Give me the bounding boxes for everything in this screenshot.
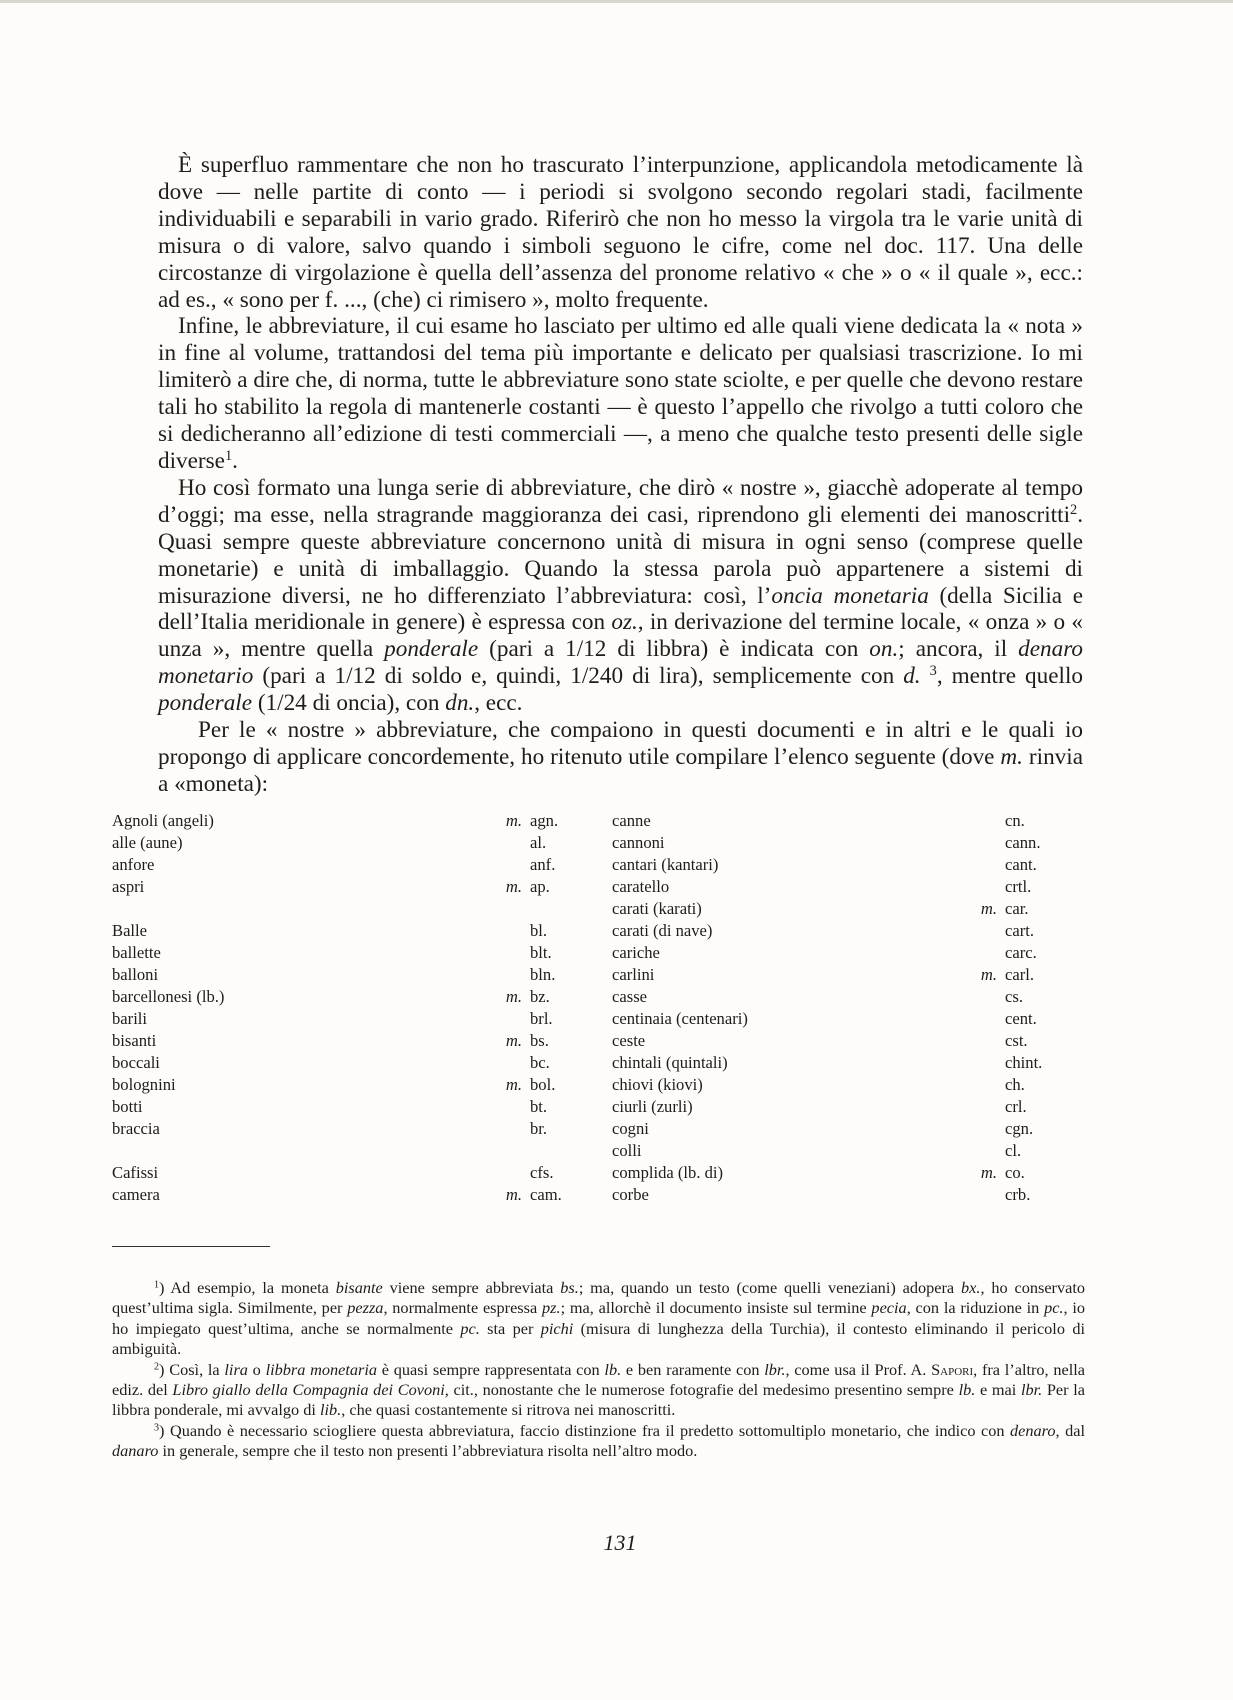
abbreviation-row	[612, 986, 1057, 1008]
paragraph-4: Per le « nostre » abbreviature, che compaiono in questi documenti e in altri e le quali io propongo di applicare concordemente, ho ritenuto utile compilare l’elenco seguente (dove m. rinvia a «moneta):	[158, 717, 1083, 797]
abbreviation-mark	[967, 942, 1005, 964]
abbreviation-term: anfore	[112, 855, 155, 874]
abbreviation-mark	[492, 1118, 530, 1140]
abbreviation-row	[112, 1008, 582, 1030]
abbreviation-term: Agnoli (angeli)	[112, 811, 214, 830]
abbreviation-row	[612, 1184, 1057, 1206]
abbreviation-row	[112, 1052, 582, 1074]
abbreviation-term: colli	[612, 1141, 642, 1160]
abbreviation-mark	[492, 1052, 530, 1074]
abbreviation-term: bolognini	[112, 1075, 176, 1094]
abbreviation-term: casse	[612, 987, 648, 1006]
abbreviation-row	[112, 1118, 582, 1140]
abbreviation-row	[112, 964, 582, 986]
abbreviation-term: ciurli (zurli)	[612, 1097, 693, 1116]
abbreviation-term: caratello	[612, 877, 670, 896]
abbreviation-abbr: bs.	[530, 1031, 549, 1050]
abbreviation-abbr: crtl.	[1005, 877, 1032, 896]
abbreviation-mark	[967, 1096, 1005, 1118]
abbreviation-row	[112, 1162, 582, 1184]
abbreviation-row	[112, 920, 582, 942]
abbreviation-row	[612, 1074, 1057, 1096]
abbreviation-row	[612, 832, 1057, 854]
footnote-2: $^2$) Così, la lira o libbra monetaria è quasi sempre rappresentata con lb. e ben raramente con lbr., come usa il Prof. A. Sapori, fra l’altro, nella ediz. del Libro giallo della Compagnia dei Covoni, cit., nonostante che le numerose fotografie del medesimo presentino sempre lb. e mai lbr. Per la libbra ponderale, mi avvalgo di lib., che quasi costantemente si ritrova nei manoscritti.	[112, 1359, 1086, 1420]
abbreviation-term: Cafissi	[112, 1163, 159, 1182]
abbreviation-term: complida (lb. di)	[612, 1163, 724, 1182]
abbreviation-term: canne	[612, 811, 651, 830]
abbreviation-abbr: cst.	[1005, 1031, 1028, 1050]
abbreviation-mark	[492, 832, 530, 854]
abbreviation-abbr: cfs.	[530, 1163, 554, 1182]
abbreviation-row	[112, 1030, 582, 1052]
abbreviation-column-right	[612, 810, 1057, 1206]
footnote-1: $^1$) Ad esempio, la moneta bisante viene sempre abbreviata bs.; ma, quando un testo (come quelli veneziani) adopera bx., ho conservato quest’ultima sigla. Similmente, per pezza, normalmente espressa pz.; ma, allorchè il documento insiste sul termine pecia, con la riduzione in pc., io ho impiegato quest’ultima, anche se normalmente pc. sta per pichi (misura di lunghezza della Turchia), il contesto eliminando il pericolo di ambiguità.	[112, 1278, 1086, 1359]
abbreviation-mark: m.	[505, 1185, 522, 1204]
abbreviation-term: corbe	[612, 1185, 649, 1204]
abbreviation-term: carati (di nave)	[612, 921, 713, 940]
abbreviation-abbr: blt.	[530, 943, 552, 962]
abbreviation-row	[612, 1030, 1057, 1052]
abbreviation-mark: m.	[980, 1163, 997, 1182]
abbreviation-mark	[967, 832, 1005, 854]
abbreviation-row	[612, 1162, 1057, 1184]
abbreviation-mark: m.	[505, 987, 522, 1006]
abbreviation-mark: m.	[980, 965, 997, 984]
footnotes	[112, 1278, 1085, 1462]
footnote-ref-1[interactable]: 1	[224, 448, 233, 465]
footnote-ref-3[interactable]: 3	[929, 663, 937, 680]
abbreviation-row	[612, 876, 1057, 898]
abbreviation-term: boccali	[112, 1053, 160, 1072]
abbreviation-row	[112, 810, 582, 832]
abbreviation-abbr: carl.	[1005, 965, 1035, 984]
abbreviation-mark	[967, 1052, 1005, 1074]
abbreviation-term: Balle	[112, 921, 148, 940]
abbreviation-mark	[967, 1184, 1005, 1206]
abbreviation-mark	[492, 964, 530, 986]
footnote-3: $^3$) Quando è necessario sciogliere questa abbreviatura, faccio distinzione fra il predetto sottomultiplo monetario, che indico con denaro, dal danaro in generale, sempre che il testo non presenti l’abbreviatura risolta nell’altro modo.	[112, 1420, 1085, 1461]
abbreviation-mark: m.	[505, 1031, 522, 1050]
abbreviation-row	[612, 1052, 1057, 1074]
abbreviation-mark	[967, 1008, 1005, 1030]
abbreviation-abbr: ap.	[530, 877, 550, 896]
paragraph-2: Infine, le abbreviature, il cui esame ho lasciato per ultimo ed alle quali viene dedicata la « nota » in fine al volume, trattandosi del tema più importante e delicato per qualsiasi trascrizione. Io mi limiterò a dire che, di norma, tutte le abbreviature sono state sciolte, e per quelle che devono restare tali ho stabilito la regola di mantenerle costanti — è questo l’appello che rivolgo a tutti coloro che si dedicheranno all’edizione di testi commerciali —, a meno che qualche testo presenti delle sigle diverse$^1$.	[158, 313, 1083, 474]
abbreviation-row	[612, 920, 1057, 942]
main-text	[158, 152, 1083, 798]
abbreviation-abbr: cn.	[1005, 811, 1025, 830]
abbreviation-abbr: cgn.	[1005, 1119, 1034, 1138]
abbreviation-abbr: cart.	[1005, 921, 1035, 940]
abbreviation-mark	[967, 1030, 1005, 1052]
abbreviation-mark	[492, 1096, 530, 1118]
abbreviation-abbr	[530, 1140, 582, 1162]
abbreviation-abbr: bz.	[530, 987, 550, 1006]
abbreviation-row	[112, 1096, 582, 1118]
abbreviation-term: cantari (kantari)	[612, 855, 719, 874]
abbreviation-abbr: anf.	[530, 855, 556, 874]
abbreviation-abbr: bc.	[530, 1053, 550, 1072]
abbreviation-term: camera	[112, 1185, 160, 1204]
page-top-edge	[0, 0, 1233, 3]
abbreviation-row	[612, 942, 1057, 964]
abbreviation-row	[112, 1184, 582, 1206]
abbreviation-row	[112, 898, 582, 920]
abbreviation-mark	[492, 1140, 530, 1162]
abbreviation-abbr: ch.	[1005, 1075, 1025, 1094]
abbreviation-term: carati (karati)	[612, 899, 702, 918]
abbreviation-mark	[967, 854, 1005, 876]
abbreviation-abbr: al.	[530, 833, 547, 852]
abbreviation-term: ceste	[612, 1031, 646, 1050]
abbreviation-abbr: cann.	[1005, 833, 1041, 852]
abbreviation-term: chintali (quintali)	[612, 1053, 728, 1072]
abbreviation-row	[112, 854, 582, 876]
page-number: 131	[603, 1530, 637, 1555]
abbreviation-row	[112, 1140, 582, 1162]
abbreviation-row	[612, 810, 1057, 832]
abbreviation-mark	[492, 1162, 530, 1184]
abbreviation-mark	[967, 1140, 1005, 1162]
abbreviation-mark: m.	[505, 1075, 522, 1094]
abbreviation-mark	[967, 1074, 1005, 1096]
abbreviation-column-left	[112, 810, 582, 1206]
abbreviation-mark	[492, 898, 530, 920]
abbreviation-row	[112, 876, 582, 898]
abbreviation-term: cariche	[612, 943, 660, 962]
abbreviation-abbr: cam.	[530, 1185, 562, 1204]
abbreviation-term	[112, 1140, 492, 1162]
abbreviation-abbr: bln.	[530, 965, 556, 984]
abbreviation-row	[612, 898, 1057, 920]
abbreviation-term: bisanti	[112, 1031, 157, 1050]
abbreviation-row	[112, 1074, 582, 1096]
abbreviation-mark	[492, 1008, 530, 1030]
footnote-separator	[112, 1246, 270, 1247]
abbreviation-term: cogni	[612, 1119, 649, 1138]
abbreviation-abbr: car.	[1005, 899, 1029, 918]
abbreviation-abbr: bl.	[530, 921, 548, 940]
abbreviation-term: chiovi (kiovi)	[612, 1075, 703, 1094]
abbreviation-row	[112, 986, 582, 1008]
paragraph-3: Ho così formato una lunga serie di abbreviature, che dirò « nostre », giacchè adoperate al tempo d’oggi; ma esse, nella stragrande maggioranza dei casi, riprendono gli elementi dei manoscritti$^2$. Quasi sempre queste abbreviature concernono unità di misura in ogni senso (comprese quelle monetarie) e unità di imballaggio. Quando la stessa parola può appartenere a sistemi di misurazione diversi, ne ho differenziato l’abbreviatura: così, l’oncia monetaria (della Sicilia e dell’Italia meridionale in genere) è espressa con oz., in derivazione del termine locale, « onza » o « unza », mentre quella ponderale (pari a 1/12 di libbra) è indicata con on.; ancora, il denaro monetario (pari a 1/12 di soldo e, quindi, 1/240 di lira), semplicemente con d. $^3$, mentre quello ponderale (1/24 di oncia), con dn., ecc.	[158, 474, 1083, 717]
abbreviation-mark	[967, 1118, 1005, 1140]
abbreviation-row	[612, 964, 1057, 986]
abbreviation-abbr: carc.	[1005, 943, 1037, 962]
abbreviation-abbr: cent.	[1005, 1009, 1037, 1028]
abbreviation-row	[112, 942, 582, 964]
abbreviation-term: barili	[112, 1009, 148, 1028]
abbreviation-term: aspri	[112, 877, 145, 896]
abbreviation-term: cannoni	[612, 833, 665, 852]
abbreviation-mark	[492, 920, 530, 942]
abbreviation-mark	[967, 810, 1005, 832]
abbreviation-abbr: bol.	[530, 1075, 556, 1094]
abbreviation-abbr	[530, 898, 582, 920]
abbreviation-row	[612, 1140, 1057, 1162]
abbreviation-term: balloni	[112, 965, 159, 984]
abbreviation-abbr: bt.	[530, 1097, 548, 1116]
abbreviation-term: alle (aune)	[112, 833, 183, 852]
abbreviation-row	[612, 1008, 1057, 1030]
abbreviation-abbr: cant.	[1005, 855, 1037, 874]
abbreviation-row	[112, 832, 582, 854]
abbreviation-mark: m.	[505, 877, 522, 896]
abbreviation-abbr: cs.	[1005, 987, 1023, 1006]
abbreviation-term: botti	[112, 1097, 143, 1116]
abbreviation-abbr: br.	[530, 1119, 548, 1138]
abbreviation-term: barcellonesi (lb.)	[112, 987, 225, 1006]
abbreviation-list	[112, 810, 1057, 1206]
abbreviation-abbr: crl.	[1005, 1097, 1027, 1116]
paragraph-1: È superfluo rammentare che non ho trascurato l’interpunzione, applicandola metodicamente là dove — nelle partite di conto — i periodi si svolgono secondo regolari stadi, facilmente individuabili e separabili in vario grado. Riferirò che non ho messo la virgola tra le varie unità di misura o di valore, salvo quando i simboli seguono le cifre, come nel doc. 117. Una delle circostanze di virgolazione è quella dell’assenza del pronome relativo « che » o « il quale », ecc.: ad es., « sono per f. ..., (che) ci rimisero », molto frequente.	[158, 152, 1083, 313]
abbreviation-abbr: brl.	[530, 1009, 553, 1028]
abbreviation-abbr: cl.	[1005, 1141, 1022, 1160]
abbreviation-row	[612, 1118, 1057, 1140]
abbreviation-term: centinaia (centenari)	[612, 1009, 748, 1028]
abbreviation-abbr: agn.	[530, 811, 559, 830]
abbreviation-abbr: co.	[1005, 1163, 1025, 1182]
abbreviation-row	[612, 1096, 1057, 1118]
abbreviation-term: carlini	[612, 965, 655, 984]
abbreviation-mark	[967, 876, 1005, 898]
abbreviation-mark	[492, 854, 530, 876]
abbreviation-abbr: chint.	[1005, 1053, 1043, 1072]
abbreviation-mark: m.	[505, 811, 522, 830]
abbreviation-abbr: crb.	[1005, 1185, 1031, 1204]
abbreviation-mark	[967, 920, 1005, 942]
footnote-ref-2[interactable]: 2	[1070, 501, 1078, 518]
abbreviation-term: braccia	[112, 1119, 160, 1138]
abbreviation-term: ballette	[112, 943, 161, 962]
abbreviation-row	[612, 854, 1057, 876]
abbreviation-mark: m.	[980, 899, 997, 918]
abbreviation-mark	[492, 942, 530, 964]
abbreviation-mark	[967, 986, 1005, 1008]
abbreviation-term	[112, 898, 492, 920]
